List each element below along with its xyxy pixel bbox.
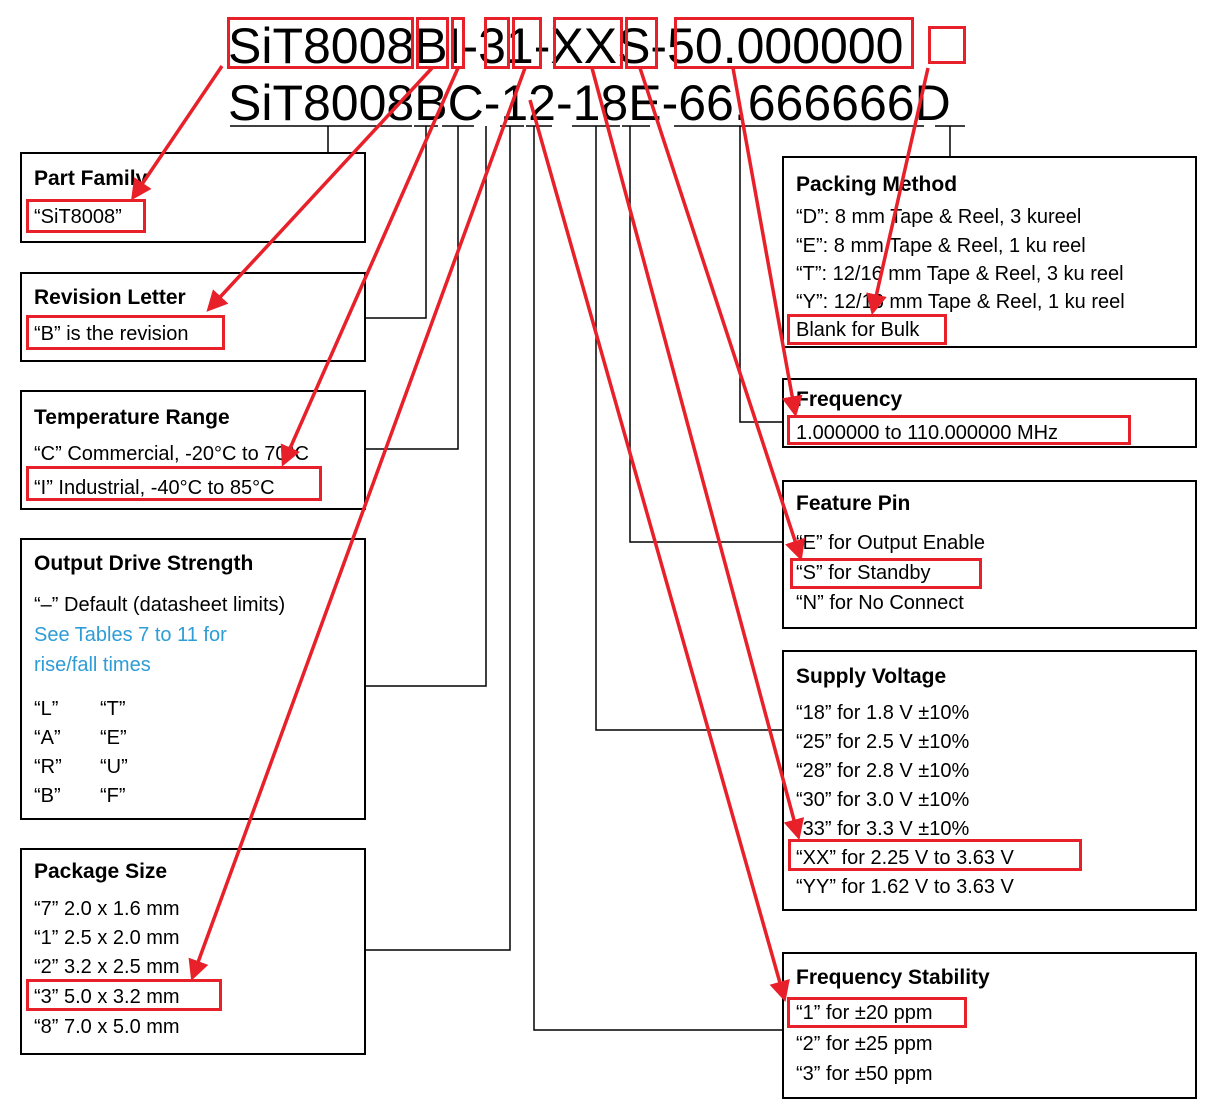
package-size-8: “8” 7.0 x 5.0 mm (34, 1016, 180, 1038)
highlight-stability-1 (787, 997, 967, 1028)
feature-pin-s: “S” for Standby (796, 562, 931, 584)
highlight-feature (625, 17, 658, 69)
drive-code-e: “E” (100, 727, 127, 749)
supply-voltage-28: “28” for 2.8 V ±10% (796, 760, 970, 782)
supply-voltage-18: “18” for 1.8 V ±10% (796, 702, 970, 724)
feature-pin-e: “E” for Output Enable (796, 532, 985, 554)
frequency-stability-3: “3” for ±50 ppm (796, 1063, 933, 1085)
drive-code-l: “L” (34, 698, 59, 720)
revision-letter-value: “B” is the revision (34, 323, 189, 345)
highlight-package-3 (26, 979, 222, 1011)
part-family-value: “SiT8008” (34, 206, 122, 228)
packing-method-bulk: Blank for Bulk (796, 319, 920, 341)
supply-voltage-30: “30” for 3.0 V ±10% (796, 789, 970, 811)
highlight-voltage (553, 17, 623, 69)
output-drive-link-line-1[interactable]: See Tables 7 to 11 for (34, 624, 227, 646)
highlight-family (227, 17, 414, 69)
output-drive-title: Output Drive Strength (34, 552, 254, 575)
supply-voltage-title: Supply Voltage (796, 665, 947, 688)
supply-voltage-box (782, 650, 1197, 911)
drive-code-t: “T” (100, 698, 126, 720)
reference-part-number: SiT8008BC-12-18E-66.666666D (228, 75, 951, 131)
highlight-frequency (674, 17, 914, 69)
highlight-drive (484, 17, 510, 69)
feature-pin-box (782, 480, 1197, 629)
feature-pin-title: Feature Pin (796, 492, 911, 515)
frequency-range: 1.000000 to 110.000000 MHz (796, 422, 1059, 444)
packing-method-e: “E”: 8 mm Tape & Reel, 1 ku reel (796, 235, 1086, 257)
packing-method-d: “D”: 8 mm Tape & Reel, 3 kureel (796, 206, 1082, 228)
frequency-stability-1: “1” for ±20 ppm (796, 1002, 933, 1024)
highlight-bulk (787, 314, 947, 345)
revision-letter-title: Revision Letter (34, 286, 186, 309)
frequency-stability-2: “2” for ±25 ppm (796, 1033, 933, 1055)
temperature-range-title: Temperature Range (34, 406, 230, 429)
drive-code-f: “F” (100, 785, 126, 807)
package-size-1: “1” 2.5 x 2.0 mm (34, 927, 180, 949)
highlight-xx (788, 839, 1082, 871)
highlight-packing (928, 26, 966, 64)
frequency-stability-title: Frequency Stability (796, 966, 990, 989)
feature-pin-n: “N” for No Connect (796, 592, 964, 614)
supply-voltage-xx: “XX” for 2.25 V to 3.63 V (796, 847, 1014, 869)
example-part-number: SiT8008BI-31-XXS-50.000000 (228, 18, 904, 74)
temperature-range-industrial: “I” Industrial, -40°C to 85°C (34, 477, 275, 499)
packing-method-t: “T”: 12/16 mm Tape & Reel, 3 ku reel (796, 263, 1124, 285)
frequency-title: Frequency (796, 388, 903, 411)
drive-code-a: “A” (34, 727, 61, 749)
supply-voltage-yy: “YY” for 1.62 V to 3.63 V (796, 876, 1014, 898)
package-size-7: “7” 2.0 x 1.6 mm (34, 898, 180, 920)
drive-code-b: “B” (34, 785, 61, 807)
output-drive-strength-box (20, 538, 366, 820)
highlight-part-family-value (26, 199, 146, 233)
highlight-temperature (451, 17, 465, 69)
package-size-title: Package Size (34, 860, 168, 883)
package-size-3: “3” 5.0 x 3.2 mm (34, 986, 180, 1008)
highlight-standby (790, 558, 982, 589)
packing-method-title: Packing Method (796, 173, 958, 196)
highlight-revision-value (26, 315, 225, 350)
highlight-revision (416, 17, 449, 69)
drive-code-u: “U” (100, 756, 128, 778)
highlight-package (512, 17, 542, 69)
package-size-2: “2” 3.2 x 2.5 mm (34, 956, 180, 978)
drive-code-r: “R” (34, 756, 62, 778)
packing-method-y: “Y”: 12/16 mm Tape & Reel, 1 ku reel (796, 291, 1125, 313)
part-family-title: Part Family (34, 167, 148, 190)
package-size-box (20, 848, 366, 1055)
supply-voltage-25: “25” for 2.5 V ±10% (796, 731, 970, 753)
supply-voltage-33: “33” for 3.3 V ±10% (796, 818, 970, 840)
temperature-range-commercial: “C” Commercial, -20°C to 70°C (34, 443, 309, 465)
highlight-frequency-range (787, 415, 1131, 445)
output-drive-default: “–” Default (datasheet limits) (34, 594, 286, 616)
highlight-industrial (26, 466, 322, 501)
output-drive-link-line-2[interactable]: rise/fall times (34, 654, 151, 676)
